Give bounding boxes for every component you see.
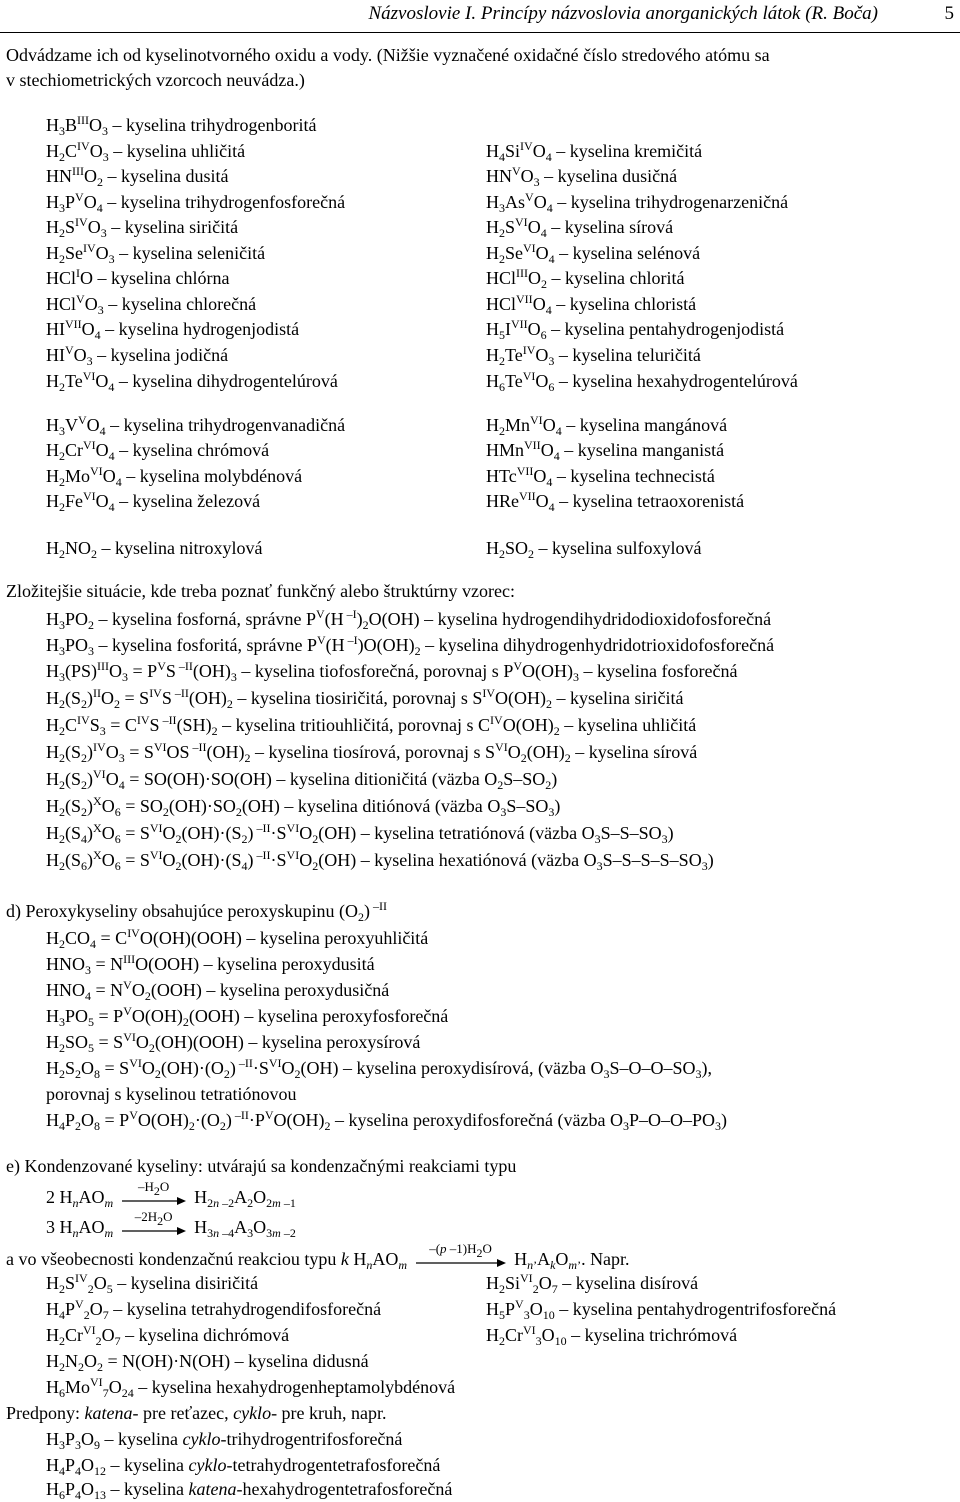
formula-line: $H_2Se^{VI}O_4$ – kyselina selénová — [486, 241, 701, 266]
intro-line-1: Odvádzame ich od kyselinotvorného oxidu a vody. (Nižšie vyznačené oxidačné číslo stredového atómu sa — [6, 45, 770, 65]
formula-line: $H_2(S_6)^XO_6 = S^{VI}O_2(OH)\cdot(S_4)$ $^{-II}\cdot S^{VI}O_2(OH)$ – kyselina hexatiónová (väzba $O_3S-S-S-S-SO_3$) — [46, 848, 714, 873]
formula-line: $H_3P^VO_4$ – kyselina trihydrogenfosforečná — [46, 190, 346, 215]
formula-line: $H_2C^{IV}S_3 = C^{IV}S$ $^{-II}(SH)_2$ – kyselina tritiouhličitá, porovnaj s $C^{IV}O(OH)_2$ – kyselina uhličitá — [46, 713, 697, 738]
formula-line: $HI^{VII}O_4$ – kyselina hydrogenjodistá — [46, 317, 300, 342]
formula-line: $H_3V^VO_4$ – kyselina trihydrogenvanadičná — [46, 413, 346, 438]
formula-line: $H_2Fe^{VI}O_4$ – kyselina železová — [46, 489, 261, 514]
complex-heading: Zložitejšie situácie, kde treba poznať funkčný alebo štruktúrny vzorec: — [6, 581, 516, 601]
intro-line-2: v stechiometrických vzorcoch neuvádza.) — [6, 70, 305, 90]
formula-line: $H_3B^{III}O_3$ – kyselina trihydrogenboritá — [46, 113, 317, 138]
formula-line: $HRe^{VII}O_4$ – kyselina tetraoxorenistá — [486, 489, 745, 514]
formula-line: $H_2Mo^{VI}O_4$ – kyselina molybdénová — [46, 464, 303, 489]
formula-line: $H_2S_2O_8 = S^{VI}O_2(OH)\cdot(O_2)$ $^{-II}\cdot S^{VI}O_2(OH)$ – kyselina peroxydisírová, (väzba $O_3S-O-O-SO_3$), — [46, 1056, 712, 1081]
formula-line: $H_2Te^{VI}O_4$ – kyselina dihydrogentelúrová — [46, 369, 338, 394]
formula-line: $HNO_3 = N^{III}O(OOH)$ – kyselina peroxydusitá — [46, 952, 375, 977]
formula-line: $H_2N_2O_2 = N(OH)\cdot N(OH)$ – kyselina didusná — [46, 1351, 369, 1374]
header-title: Názvoslovie I. Princípy názvoslovia anorganických látok (R. Boča) — [368, 3, 878, 24]
formula-line: $H_6P_4O_{13}$ – kyselina katena-hexahydrogentetrafosforečná — [46, 1479, 453, 1502]
formula-line: $H_2CO_4 = C^{IV}O(OH)(OOH)$ – kyselina peroxyuhličitá — [46, 926, 429, 951]
formula-line: porovnaj s kyselinou tetratiónovou — [46, 1084, 297, 1104]
condensed-heading: e) Kondenzované kyseliny: utvárajú sa kondenzačnými reakciami typu — [6, 1156, 517, 1176]
formula-line: $H_4Si^{IV}O_4$ – kyselina kremičitá — [486, 139, 703, 164]
formula-line: $H_3As^VO_4$ – kyselina trihydrogenarzeničná — [486, 190, 789, 215]
reaction-line: 2 $H_nAO_m$ $-H_2O$ $H_{2n -2}A_2O_{2m -1}$ — [46, 1178, 296, 1210]
formula-line: $H_3PO_3$ – kyselina fosforitá, správne $P^V(H$ $^{-I})O(OH)_2$ – kyselina dihydrogenhydridotrioxidofosforečná — [46, 633, 775, 658]
formula-line: $H_4P_2O_8 = P^VO(OH)_2\cdot(O_2)$ $^{-II}\cdot P^VO(OH)_2$ – kyselina peroxydifosforečná (väzba $O_3P-O-O-PO_3$) — [46, 1108, 727, 1133]
formula-line: $H_4P_4O_{12}$ – kyselina cyklo-tetrahydrogentetrafosforečná — [46, 1455, 441, 1478]
formula-line: $H_2Si^{VI}_2O_7$ – kyselina disírová — [486, 1271, 699, 1296]
formula-line: $H_2(S_2)^XO_6 = SO_2(OH)\cdot SO_2(OH)$ – kyselina ditiónová (väzba $O_3S-SO_3$) — [46, 794, 561, 819]
reaction-arrow: –(p $-1)H_2O$ — [416, 1254, 506, 1268]
formula-line: $H_2S^{IV}_2O_5$ – kyselina disiričitá — [46, 1271, 259, 1296]
formula-line: $H_6Mo^{VI}_7O_{24}$ – kyselina hexahydrogenheptamolybdénová — [46, 1375, 456, 1400]
formula-line: $HTc^{VII}O_4$ – kyselina technecistá — [486, 464, 715, 489]
formula-line: $H_5I^{VII}O_6$ – kyselina pentahydrogenjodistá — [486, 317, 785, 342]
formula-line: $H_2S^{IV}O_3$ – kyselina siričitá — [46, 215, 239, 240]
formula-line: $H_2Cr^{VI}_3O_{10}$ – kyselina trichrómová — [486, 1323, 738, 1348]
formula-line: $H_5P^V_3O_{10}$ – kyselina pentahydrogentrifosforečná — [486, 1297, 837, 1322]
formula-line: $H_2(S_2)^{IV}O_3 = S^{VI}OS$ $^{-II}(OH)_2$ – kyselina tiosírová, porovnaj s $S^{VI}O_2(OH)_2$ – kyselina sírová — [46, 740, 698, 765]
formula-line: $H_3P_3O_9$ – kyselina cyklo-trihydrogentrifosforečná — [46, 1429, 403, 1452]
formula-line: $H_2NO_2$ – kyselina nitroxylová — [46, 538, 263, 561]
formula-line: $H_2SO_5 = S^{VI}O_2(OH)(OOH)$ – kyselina peroxysírová — [46, 1030, 421, 1055]
reaction-arrow: $-H_2O$ — [122, 1192, 186, 1206]
formula-line: $H_2(S_2)^{II}O_2 = S^{IV}S$ $^{-II}(OH)_2$ – kyselina tiosiričitá, porovnaj s $S^{IV}O(OH)_2$ – kyselina siričitá — [46, 686, 684, 711]
reaction-arrow: $-2H_2O$ — [122, 1222, 186, 1236]
formula-line: $HN^{III}O_2$ – kyselina dusitá — [46, 164, 229, 189]
reaction-line: 3 $H_nAO_m$ $-2H_2O$ $H_{3n -4}A_3O_{3m -2}$ — [46, 1208, 296, 1240]
formula-line: $HCl^{VII}O_4$ – kyselina chloristá — [486, 292, 697, 317]
formula-line: $HNO_4 = N^VO_2(OOH)$ – kyselina peroxydusičná — [46, 978, 390, 1003]
formula-line: $H_3(PS)^{III}O_3 = P^VS$ $^{-II}(OH)_3$ – kyselina tiofosforečná, porovnaj s $P^VO(OH)_3$ – kyselina fosforečná — [46, 659, 738, 684]
formula-line: HCl$^I$O – kyselina chlórna — [46, 266, 230, 288]
formula-line: $HCl^{III}O_2$ – kyselina chloritá — [486, 266, 685, 291]
formula-line: $H_2Cr^{VI}_2O_7$ – kyselina dichrómová — [46, 1323, 290, 1348]
prefix-note: Predpony: katena- pre reťazec, cyklo- pre kruh, napr. — [6, 1403, 387, 1423]
formula-line: $H_2Mn^{VI}O_4$ – kyselina mangánová — [486, 413, 728, 438]
header-rule — [0, 32, 960, 33]
formula-line: $HN^VO_3$ – kyselina dusičná — [486, 164, 678, 189]
formula-line: $H_3PO_5 = P^VO(OH)_2(OOH)$ – kyselina peroxyfosforečná — [46, 1004, 449, 1029]
page-header — [0, 4, 960, 28]
general-reaction: a vo všeobecnosti kondenzačnú reakciou typu k $H_nAO_m$ –(p $-1)H_2O$ $H_{n’}A_kO_{m’}$. Napr. — [6, 1240, 630, 1272]
formula-line: $H_2S^{VI}O_4$ – kyselina sírová — [486, 215, 674, 240]
formula-line: $HMn^{VII}O_4$ – kyselina manganistá — [486, 438, 725, 463]
formula-line: $H_2(S_4)^XO_6 = S^{VI}O_2(OH)\cdot(S_2)$ $^{-II}\cdot S^{VI}O_2(OH)$ – kyselina tetratiónová (väzba $O_3S-S-SO_3$) — [46, 821, 674, 846]
formula-line: $H_2Te^{IV}O_3$ – kyselina teluričitá — [486, 343, 701, 368]
formula-line: $H_2(S_2)^{VI}O_4 = SO(OH)\cdot SO(OH)$ – kyselina ditioničitá (väzba $O_2S-SO_2$) — [46, 767, 558, 792]
formula-line: $H_6Te^{VI}O_6$ – kyselina hexahydrogentelúrová — [486, 369, 798, 394]
page-number: 5 — [944, 3, 954, 24]
formula-line: $H_2SO_2$ – kyselina sulfoxylová — [486, 538, 702, 561]
formula-line: $H_2C^{IV}O_3$ – kyselina uhličitá — [46, 139, 246, 164]
formula-line: $H_2Cr^{VI}O_4$ – kyselina chrómová — [46, 438, 270, 463]
formula-line: $HI^VO_3$ – kyselina jodičná — [46, 343, 229, 368]
formula-line: $H_4P^V_2O_7$ – kyselina tetrahydrogendifosforečná — [46, 1297, 382, 1322]
formula-line: $HCl^VO_3$ – kyselina chlorečná — [46, 292, 257, 317]
formula-line: $H_3PO_2$ – kyselina fosforná, správne $P^V(H$ $^{-I})_2O(OH)$ – kyselina hydrogendihydridodioxidofosforečná — [46, 607, 772, 632]
peroxo-heading: d) Peroxykyseliny obsahujúce peroxyskupinu $(O_2)$ $^{-II}$ — [6, 899, 387, 924]
formula-line: $H_2Se^{IV}O_3$ – kyselina seleničitá — [46, 241, 266, 266]
